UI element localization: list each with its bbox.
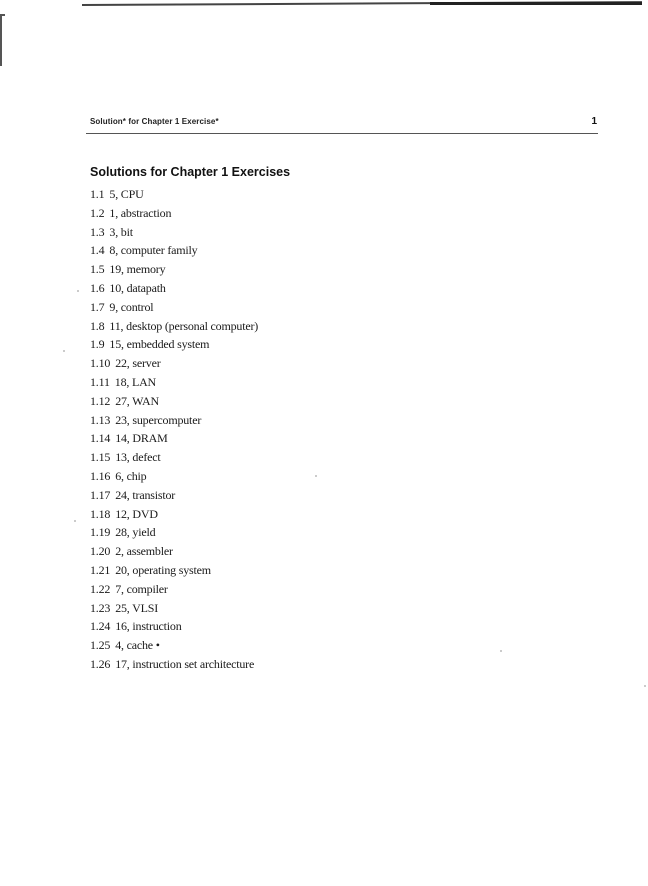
answer-item [90, 486, 258, 505]
answer-number: 1.8 [90, 318, 105, 333]
answer-text: 23, supercomputer [115, 412, 202, 427]
answer-number: 1.18 [90, 506, 111, 521]
answer-text: 15, embedded system [109, 337, 210, 352]
answer-item [90, 561, 258, 580]
answer-text: 6, chip [115, 468, 147, 483]
header-rule [86, 133, 598, 134]
answer-item [90, 204, 258, 223]
answer-item [90, 599, 258, 618]
answer-item [90, 185, 258, 204]
answer-number: 1.1 [90, 187, 105, 201]
answer-number: 1.19 [90, 525, 111, 540]
answer-text: 25, VLSI [115, 600, 159, 615]
answer-number: 1.22 [90, 581, 111, 596]
scan-speck [315, 475, 317, 477]
scan-speck [77, 290, 79, 292]
answer-number: 1.2 [90, 205, 105, 220]
answer-number: 1.3 [90, 224, 105, 239]
answer-item [90, 523, 258, 542]
running-title: Solution* for Chapter 1 Exercise* [90, 117, 219, 126]
answer-item [90, 617, 258, 636]
answer-item [90, 467, 258, 486]
answer-number: 1.4 [90, 243, 105, 258]
answer-text: 10, datapath [109, 280, 166, 295]
answer-item [90, 636, 258, 655]
answer-item [90, 655, 258, 674]
answer-list [90, 185, 258, 674]
answer-item [90, 354, 258, 373]
answer-text: 22, server [115, 356, 161, 371]
answer-number: 1.11 [90, 374, 110, 389]
answer-number: 1.23 [90, 600, 111, 615]
answer-number: 1.14 [90, 431, 111, 446]
answer-text: 2, assembler [115, 544, 173, 559]
answer-number: 1.21 [90, 562, 111, 577]
answer-number: 1.9 [90, 337, 105, 352]
answer-text: 12, DVD [115, 506, 158, 521]
answer-text: 13, defect [115, 450, 161, 465]
answer-item [90, 542, 258, 561]
answer-text: 20, operating system [115, 562, 211, 577]
answer-number: 1.26 [90, 656, 111, 671]
answer-item [90, 505, 258, 524]
answer-item [90, 223, 258, 242]
answer-text: 27, WAN [115, 393, 159, 408]
answer-item [90, 411, 258, 430]
answer-number: 1.24 [90, 619, 111, 634]
answer-number: 1.25 [90, 638, 111, 653]
scan-speck [74, 520, 76, 522]
running-header [90, 117, 597, 133]
page-number: 1 [591, 116, 597, 127]
answer-item [90, 279, 258, 298]
answer-text: 3, bit [109, 224, 133, 239]
answer-number: 1.7 [90, 299, 105, 314]
answer-item [90, 392, 258, 411]
scan-edge-mark [0, 14, 5, 66]
answer-item [90, 260, 258, 279]
answer-text: 11, desktop (personal computer) [109, 318, 259, 333]
answer-number: 1.10 [90, 356, 111, 371]
answer-text: 4, cache • [115, 638, 160, 653]
answer-number: 1.20 [90, 544, 111, 559]
answer-text: 18, LAN [114, 374, 157, 389]
answer-number: 1.6 [90, 280, 105, 295]
answer-number: 1.12 [90, 393, 111, 408]
answer-text: 28, yield [115, 525, 156, 540]
section-title: Solutions for Chapter 1 Exercises [90, 165, 291, 179]
answer-text: 14, DRAM [115, 431, 168, 446]
scan-speck [644, 685, 646, 687]
scan-speck [500, 650, 502, 652]
answer-text: 1, abstraction [109, 205, 172, 220]
answer-item [90, 448, 258, 467]
answer-number: 1.16 [90, 468, 111, 483]
answer-text: 17, instruction set architecture [115, 656, 255, 671]
answer-text: 5, CPU [109, 187, 144, 201]
answer-item [90, 580, 258, 599]
answer-item [90, 298, 258, 317]
scan-edge-line-thick [430, 2, 642, 5]
answer-text: 8, computer family [109, 243, 198, 258]
answer-text: 16, instruction [115, 619, 182, 634]
answer-item [90, 335, 258, 354]
answer-item [90, 429, 258, 448]
answer-text: 24, transistor [115, 487, 176, 502]
answer-number: 1.5 [90, 262, 105, 277]
answer-text: 19, memory [109, 262, 166, 277]
answer-item [90, 317, 258, 336]
scan-speck [63, 350, 65, 352]
answer-number: 1.17 [90, 487, 111, 502]
answer-item [90, 373, 258, 392]
answer-number: 1.13 [90, 412, 111, 427]
answer-number: 1.15 [90, 450, 111, 465]
answer-text: 9, control [109, 299, 154, 314]
answer-text: 7, compiler [115, 581, 168, 596]
answer-item [90, 241, 258, 260]
